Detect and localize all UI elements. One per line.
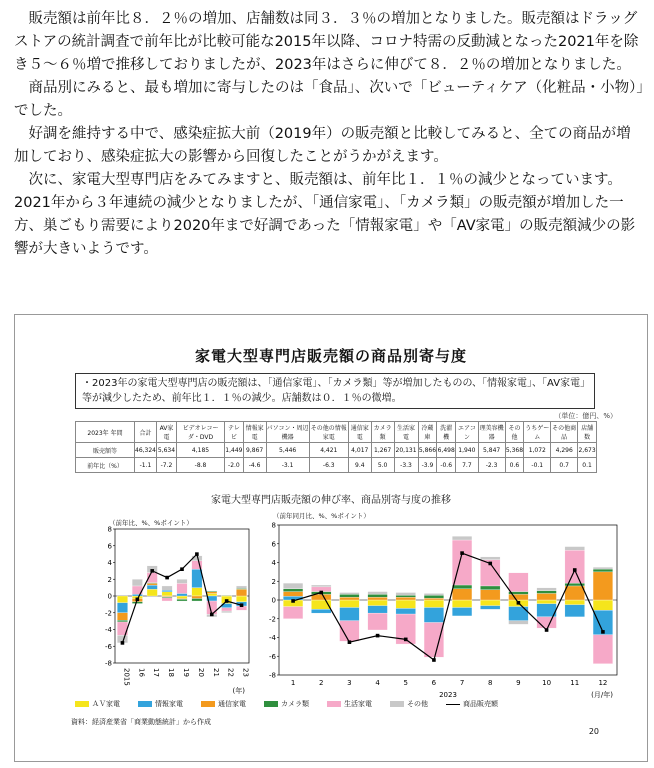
table-header-cell: エアコン [456, 422, 479, 443]
y-tick-label: -2 [269, 615, 276, 624]
x-tick-label: 9 [516, 679, 521, 687]
legend-label: カメラ類 [281, 700, 309, 708]
sales-marker [545, 628, 549, 632]
sales-marker [136, 598, 140, 602]
bar-segment [565, 605, 585, 617]
x-tick-label: 7 [459, 679, 465, 687]
y-tick-label: -6 [105, 642, 112, 651]
x-tick-label: 18 [167, 668, 176, 677]
slide-title: 家電大型専門店販売額の商品別寄与度 [194, 347, 467, 365]
chart-legend [75, 699, 605, 709]
bar-segment [283, 607, 303, 619]
bar-segment [221, 611, 231, 613]
table-cell: 5,634 [157, 443, 177, 458]
y-tick-label: 2 [107, 575, 112, 584]
bar-segment [162, 598, 172, 601]
table-cell: 0.7 [551, 458, 578, 473]
x-tick-label: 6 [431, 679, 437, 687]
table-cell: -2.3 [478, 458, 505, 473]
sales-marker [460, 551, 464, 555]
x-tick-label: 17 [152, 668, 161, 677]
body-text [14, 8, 644, 261]
bar-segment [424, 598, 444, 600]
legend-label: ＡＶ家電 [92, 700, 120, 708]
table-cell: 6,498 [437, 443, 456, 458]
legend-label: 情報家電 [155, 700, 183, 708]
x-axis-end-label: (月/年) [591, 691, 613, 699]
table-row [76, 443, 597, 458]
table-header-row [76, 422, 597, 443]
bar-segment [368, 592, 388, 595]
bar-segment [192, 596, 202, 599]
bar-segment [368, 597, 388, 600]
table-cell: 2,673 [578, 443, 597, 458]
bar-segment [340, 597, 360, 600]
table-cell: -3.9 [418, 458, 437, 473]
bar-segment [424, 593, 444, 595]
paragraph-2: 商品別にみると、最も増加に寄与したのは「食品」、次いで「ビューティケア（化粧品・小物）」でした。 [14, 80, 644, 119]
bar-segment [236, 589, 246, 596]
x-tick-label: 22 [226, 668, 235, 677]
sales-marker [517, 601, 521, 605]
bar-segment [368, 594, 388, 597]
table-cell: 9,867 [243, 443, 266, 458]
sales-table [75, 421, 597, 473]
table-row [76, 458, 597, 473]
y-tick-label: 4 [271, 559, 276, 567]
sales-marker [348, 640, 352, 644]
table-cell: 5,368 [505, 443, 524, 458]
table-header-cell: その他の情報家電 [309, 422, 348, 443]
right-chart-unit: （前年同月比、%、%ポイント） [273, 512, 370, 520]
sales-marker [180, 567, 184, 571]
y-tick-label: 6 [107, 542, 112, 551]
y-tick-label: 8 [271, 521, 276, 530]
table-header-cell: 情報家電 [243, 422, 266, 443]
table-header-cell: AV家電 [157, 422, 177, 443]
bar-segment [424, 623, 444, 658]
sales-marker [488, 562, 492, 566]
table-cell: -3.3 [394, 458, 418, 473]
y-tick-label: -4 [269, 634, 276, 642]
bar-segment [509, 621, 529, 625]
bar-segment [162, 592, 172, 596]
table-cell: -3.1 [266, 458, 309, 473]
sales-marker [240, 603, 244, 607]
y-tick-label: 6 [271, 540, 276, 549]
sales-marker [165, 576, 169, 580]
bar-segment [192, 569, 202, 587]
bar-segment [452, 589, 472, 600]
bar-segment [424, 595, 444, 598]
table-row-label: 販売額等 [76, 443, 135, 458]
table-cell: -8.8 [176, 458, 224, 473]
table-header-cell: 合計 [135, 422, 157, 443]
bar-segment [565, 547, 585, 551]
table-cell: 4,185 [176, 443, 224, 458]
table-header-cell: テレビ [225, 422, 244, 443]
bar-segment [177, 579, 187, 583]
sales-marker [121, 641, 125, 645]
bar-segment [340, 600, 360, 608]
y-tick-label: -4 [105, 626, 112, 634]
legend-swatch [75, 701, 89, 707]
table-cell: 46,324 [135, 443, 157, 458]
bar-segment [236, 586, 246, 589]
legend-swatch [201, 701, 215, 707]
table-header-cell: うちゲーム [524, 422, 551, 443]
table-cell: 9.4 [348, 458, 371, 473]
summary-box: ・2023年の家電大型専門店の販売額は、「通信家電」、「カメラ類」等が増加したものの、「情報家電」、「AV家電」等が減少したため、前年比１．１％の減少。店舗数は０．１％の微増。 [75, 373, 595, 409]
table-cell: 20,131 [394, 443, 418, 458]
bar-segment [177, 599, 187, 601]
table-header-cell: 2023年 年間 [76, 422, 135, 443]
x-tick-label: 23 [241, 668, 250, 677]
sales-marker [319, 591, 323, 595]
table-header-cell: 生活家電 [394, 422, 418, 443]
sales-marker [195, 552, 199, 556]
bar-segment [480, 557, 500, 560]
legend-item [264, 699, 309, 709]
table-cell: 4,296 [551, 443, 578, 458]
legend-item [390, 699, 428, 709]
y-tick-label: 0 [107, 592, 112, 601]
table-cell: 5,866 [418, 443, 437, 458]
bar-segment [593, 635, 613, 664]
bar-segment [537, 617, 557, 628]
x-tick-label: 2 [319, 679, 324, 687]
table-header-cell: 通信家電 [348, 422, 371, 443]
x-tick-label: 12 [598, 679, 608, 687]
bar-segment [537, 593, 557, 600]
sales-marker [291, 599, 295, 603]
bar-segment [177, 596, 187, 599]
bar-segment [368, 606, 388, 614]
table-cell: 0.1 [578, 458, 597, 473]
bar-segment [565, 586, 585, 600]
bar-segment [311, 585, 331, 587]
table-header-cell: その他商品 [551, 422, 578, 443]
bar-segment [396, 608, 416, 614]
bar-segment [132, 602, 142, 604]
table-cell: 4,421 [309, 443, 348, 458]
bar-segment [593, 569, 613, 572]
sales-marker [210, 613, 214, 617]
y-tick-label: 2 [271, 577, 276, 586]
bar-segment [207, 591, 217, 592]
x-tick-label: 2015 [122, 668, 131, 686]
bar-segment [283, 589, 303, 592]
bar-segment [396, 593, 416, 596]
bar-segment [368, 600, 388, 606]
bar-segment [132, 579, 142, 586]
bar-segment [207, 592, 217, 594]
table-cell: 4,017 [348, 443, 371, 458]
x-tick-label: 21 [211, 668, 220, 677]
bar-segment [509, 573, 529, 592]
bar-segment [424, 608, 444, 623]
legend-swatch [327, 701, 341, 707]
x-group-label: 2023 [439, 691, 457, 699]
table-row-label: 前年比（%） [76, 458, 135, 473]
legend-label: 生活家電 [344, 700, 372, 708]
bar-segment [236, 596, 246, 602]
bar-segment [311, 594, 331, 600]
bar-segment [340, 594, 360, 597]
table-cell: -4.6 [243, 458, 266, 473]
x-tick-label: 16 [137, 668, 146, 677]
bar-segment [396, 597, 416, 600]
bar-segment [452, 600, 472, 608]
y-tick-label: 0 [271, 596, 276, 605]
bar-segment [221, 608, 231, 611]
table-cell: -7.2 [157, 458, 177, 473]
table-header-cell: ビデオレコーダ・DVD [176, 422, 224, 443]
legend-item [446, 699, 498, 709]
sales-marker [376, 634, 380, 638]
bar-segment [117, 613, 127, 621]
legend-swatch [264, 701, 278, 707]
monthly-contribution-chart [255, 521, 623, 703]
x-tick-label: 1 [290, 679, 296, 687]
table-header-cell: その他 [505, 422, 524, 443]
bar-segment [177, 583, 187, 593]
bar-segment [396, 595, 416, 597]
bar-segment [424, 600, 444, 608]
bar-segment [283, 583, 303, 589]
left-chart-unit: （前年比、%、%ポイント） [109, 519, 193, 527]
bar-segment [537, 591, 557, 594]
table-header-cell: 洗濯機 [437, 422, 456, 443]
table-header-cell: カメラ類 [371, 422, 394, 443]
paragraph-4: 次に、家電大型専門店をみてみますと、販売額は、前年比１．１％の減少となっています。2021年から３年連続の減少となりましたが、「通信家電」、「カメラ類」の販売額が増加した一方、巣ごもり需要により2020年まで好調であった「情報家電」や「AV家電」の販売額減少の影響が大きいようです。 [14, 172, 636, 257]
table-cell: 5,847 [478, 443, 505, 458]
table-cell: 7.7 [456, 458, 479, 473]
table-cell: 5,446 [266, 443, 309, 458]
table-cell: -0.6 [437, 458, 456, 473]
sales-marker [432, 658, 436, 662]
bar-segment [132, 594, 142, 596]
legend-label: 通信家電 [218, 700, 246, 708]
bar-segment [207, 593, 217, 596]
table-cell: 0.6 [505, 458, 524, 473]
bar-segment [117, 620, 127, 622]
table-header-cell: パソコン・周辺機器 [266, 422, 309, 443]
bar-segment [593, 567, 613, 569]
bar-segment [147, 583, 157, 585]
x-tick-label: 20 [196, 668, 205, 677]
bar-segment [480, 606, 500, 610]
chart-subtitle: 家電大型専門店販売額の伸び率、商品別寄与度の推移 [211, 495, 451, 506]
bar-segment [283, 592, 303, 597]
x-tick-label: 4 [375, 679, 380, 687]
table-unit: （単位：億円、%） [554, 412, 617, 420]
legend-item [327, 699, 372, 709]
report-slide [14, 314, 648, 762]
bar-segment [147, 585, 157, 589]
legend-item [138, 699, 183, 709]
x-tick-label: 5 [403, 679, 408, 687]
bar-segment [340, 593, 360, 595]
table-cell: -2.0 [225, 458, 244, 473]
y-tick-label: -6 [269, 652, 276, 661]
legend-label: その他 [407, 700, 428, 708]
x-tick-label: 11 [570, 679, 580, 687]
bar-segment [452, 536, 472, 540]
bar-segment [480, 600, 500, 606]
legend-swatch [138, 701, 152, 707]
table-cell: 1,449 [225, 443, 244, 458]
x-tick-label: 3 [347, 679, 352, 687]
bar-segment [565, 550, 585, 583]
legend-swatch [390, 701, 404, 707]
table-cell: 1,072 [524, 443, 551, 458]
bar-segment [147, 589, 157, 596]
bar-segment [509, 594, 529, 600]
page-number: 20 [588, 727, 599, 736]
bar-segment [192, 599, 202, 602]
sales-marker [150, 569, 154, 573]
table-header-cell: 理美容機器 [478, 422, 505, 443]
y-tick-label: 4 [107, 559, 112, 567]
table-header-cell: 店舗数 [578, 422, 597, 443]
bar-segment [593, 600, 613, 610]
sales-marker [573, 568, 577, 572]
bar-segment [221, 595, 231, 596]
bar-segment [537, 588, 557, 591]
y-tick-label: -2 [105, 609, 112, 618]
table-cell: -0.1 [524, 458, 551, 473]
paragraph-3: 好調を維持する中で、感染症拡大前（2019年）の販売額と比較してみると、全ての商品が増加しており、感染症拡大の影響から回復したことがうかがえます。 [14, 126, 631, 165]
bar-segment [311, 609, 331, 613]
paragraph-1: 販売額は前年比８．２％の増加、店舗数は同３．３％の増加となりました。販売額はドラッグストアの統計調査で前年比が比較可能な2015年以降、コロナ特需の反動減となった2021年を除き５～６％増で推移しておりましたが、2023年はさらに伸びて８．２％の増加となりました。 [14, 11, 639, 73]
bar-segment [192, 588, 202, 596]
bar-segment [480, 590, 500, 600]
bar-segment [177, 593, 187, 596]
bar-segment [593, 572, 613, 600]
table-cell: 1,940 [456, 443, 479, 458]
bar-segment [537, 600, 557, 604]
sales-marker [601, 630, 605, 634]
source-note: 資料：経済産業省「商業動態統計」から作成 [71, 718, 211, 726]
legend-item [75, 699, 120, 709]
bar-segment [162, 586, 172, 590]
table-cell: 5.0 [371, 458, 394, 473]
x-tick-label: 19 [182, 668, 190, 677]
table-header-cell: 冷蔵庫 [418, 422, 437, 443]
bar-segment [565, 600, 585, 605]
table-cell: -1.1 [135, 458, 157, 473]
bar-segment [162, 590, 172, 592]
bar-segment [452, 585, 472, 589]
annual-contribution-chart [93, 525, 253, 697]
y-tick-label: -8 [269, 671, 276, 680]
y-tick-label: -8 [105, 659, 112, 668]
x-tick-label: 8 [488, 679, 493, 687]
bar-segment [117, 596, 127, 603]
sales-marker [404, 638, 408, 642]
bar-segment [117, 603, 127, 613]
bar-segment [480, 586, 500, 590]
x-tick-label: 10 [542, 679, 552, 687]
legend-line [446, 704, 460, 705]
bar-segment [452, 608, 472, 616]
table-cell: 1,267 [371, 443, 394, 458]
legend-item [201, 699, 246, 709]
bar-segment [396, 600, 416, 608]
bar-segment [368, 613, 388, 630]
bar-segment [340, 608, 360, 621]
x-axis-end-label: (年) [232, 687, 245, 695]
y-tick-label: 8 [107, 525, 112, 534]
sales-marker [225, 599, 229, 603]
table-cell: -6.3 [309, 458, 348, 473]
legend-label: 商品販売額 [463, 700, 498, 708]
